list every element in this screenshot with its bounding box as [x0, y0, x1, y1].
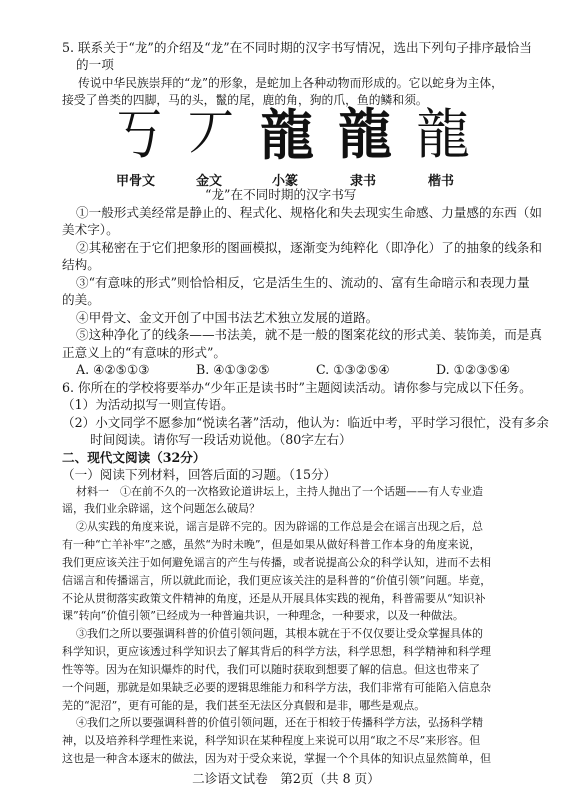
q5-sentence-4: ④甲骨文、金文开创了中国书法艺术独立发展的道路。: [76, 309, 379, 325]
q6-task-2a: （2）小文同学不愿参加“悦读名著”活动，他认为：临近中考，平时学习很忙，没有多余: [62, 414, 549, 430]
q5-sentence-5a: ⑤这种净化了的线条——书法美，就不是一般的图案花纹的形式美、装饰美，而是真: [76, 327, 542, 342]
script-name-clerical: 隶书: [350, 174, 377, 189]
q5-sentence-2b: 结构。: [62, 257, 100, 272]
material-line-16: 这也是一种含本逐末的做法，因为对于受众来说，掌握一个个具体的知识点显然简单，但: [62, 752, 491, 765]
dragon-glyph-row: [112, 102, 492, 168]
q5-stem-line2: 的一项: [76, 57, 114, 72]
q5-option-b: B. ④①③②⑤: [196, 362, 270, 377]
material-line-11: 性等等。因为在知识爆炸的时代，我们可以随时获取到想要了解的信息。但这也带来了: [62, 662, 480, 676]
q5-option-a: A. ④②⑤①③: [76, 362, 150, 377]
q5-option-c: C. ①③②⑤④: [316, 362, 390, 377]
q5-intro-line2: 接受了兽类的四脚，马的头，鬣的尾，鹿的角，狗的爪，鱼的鳞和须。: [62, 93, 428, 107]
script-name-oracle: 甲骨文: [116, 174, 156, 189]
section-subtitle: （一）阅读下列材料，回答后面的习题。（15分）: [62, 467, 337, 482]
q5-sentence-2a: ②其秘密在于它们把象形的图画模拟，逐渐变为纯粹化（即净化）了的抽象的线条和: [76, 239, 542, 255]
script-name-seal: 小篆: [272, 174, 299, 189]
q5-intro-line1: 传说中华民族崇拜的“龙”的形象，是蛇加上各种动物而形成的。它以蛇身为主体，: [78, 76, 503, 90]
glyph-caption: “龙”在不同时期的汉字书写: [205, 187, 357, 202]
q5-sentence-3a: ③“有意味的形式”则恰恰相反，它是活生生的、流动的、富有生命暗示和表现力量: [76, 274, 530, 290]
dragon-glyph-bronze: 丆: [188, 103, 234, 166]
material-line-12: 一个问题，那就是如果缺乏必要的逻辑思维能力和科学方法，我们非常有可能陷入信息杂: [62, 680, 491, 694]
q5-sentence-3b: 的美。: [62, 292, 100, 307]
q6-stem: 6. 你所在的学校将要举办“少年正是读书时”主题阅读活动。请你参与完成以下任务。: [62, 379, 532, 395]
material-line-10: 科学知识，更应该透过科学知识去了解其背后的科学方法，科学思想，科学精神和科学理: [62, 645, 491, 658]
dragon-glyph-oracle: 丂: [116, 103, 162, 166]
q5-option-d: D. ①②③⑤④: [436, 362, 511, 377]
material-line-15: 神，以及培养科学理性来说，科学知识在某种程度上来说可以用“取之不尽”来形容。但: [62, 734, 481, 748]
material-line-7: 不论从贯彻落实政策文件精神的角度，还是从开展具体实践的视角，科普需要从“知识补: [62, 591, 486, 605]
dragon-glyph-clerical: 龍: [338, 103, 392, 166]
q5-sentence-1a: ①一般形式美经常是静止的、程式化、规格化和失去现实生命感、力量感的东西（如: [76, 204, 542, 220]
material-line-3: ②从实践的角度来说，谣言是辟不完的。因为辟谣的工作总是会在谣言出现之后，总: [76, 520, 483, 534]
material-line-2: 谣，我们业余辟谣，这个问题怎么破局？: [62, 502, 260, 516]
script-name-regular: 楷书: [428, 174, 455, 189]
material-line-14: ④我们之所以要强调科普的价值引领问题，还在于相较于传播科学方法，弘扬科学精: [76, 716, 483, 730]
dragon-glyph-regular: 龍: [416, 103, 470, 166]
section-title: 二、现代文阅读（32分）: [62, 449, 206, 465]
q5-sentence-5b: 正意义上的“有意味的形式”。: [62, 344, 227, 360]
material-line-4: 有一种“亡羊补牢”之感，虽然“为时未晚”，但是如果从做好科普工作本身的角度来说，: [62, 538, 481, 551]
material-line-5: 我们更应该关注于如何避免谣言的产生与传播，或者说提高公众的科学认知，进而不去相: [62, 555, 491, 569]
q5-stem-line1: 5. 联系关于“龙”的介绍及“龙”在不同时期的汉字书写情况，选出下列句子排序最恰当: [62, 40, 532, 55]
q6-task-2b: 时间阅读。请你写一段话劝说他。（80字左右）: [90, 432, 352, 447]
script-name-bronze: 金文: [196, 174, 223, 189]
material-line-1: 材料一 ①在前不久的一次格致论道讲坛上，主持人抛出了一个话题——有人专业造: [76, 484, 483, 498]
page-footer: 二诊语文试卷 第2页（共 8 页）: [192, 771, 380, 786]
q6-task-1: （1）为活动拟写一则宣传语。: [62, 397, 234, 412]
material-line-6: 信谣言和传播谣言，所以就此而论，我们更应该关注的是科普的“价值引领”问题。毕竟，: [62, 573, 492, 587]
q5-sentence-1b: 美术字）。: [62, 222, 119, 237]
material-line-8: 课”转向“价值引领”已经成为一种普遍共识，一种理念，一种要求，以及一种做法。: [62, 609, 464, 623]
material-line-13: 芜的“泥沼”，更有可能的是，我们甚至无法区分真假和是非，哪些是观点。: [62, 698, 426, 712]
dragon-glyph-seal: 龍: [260, 103, 312, 167]
material-line-9: ③我们之所以要强调科普的价值引领问题，其根本就在于不仅仅要让受众掌握具体的: [76, 627, 483, 641]
